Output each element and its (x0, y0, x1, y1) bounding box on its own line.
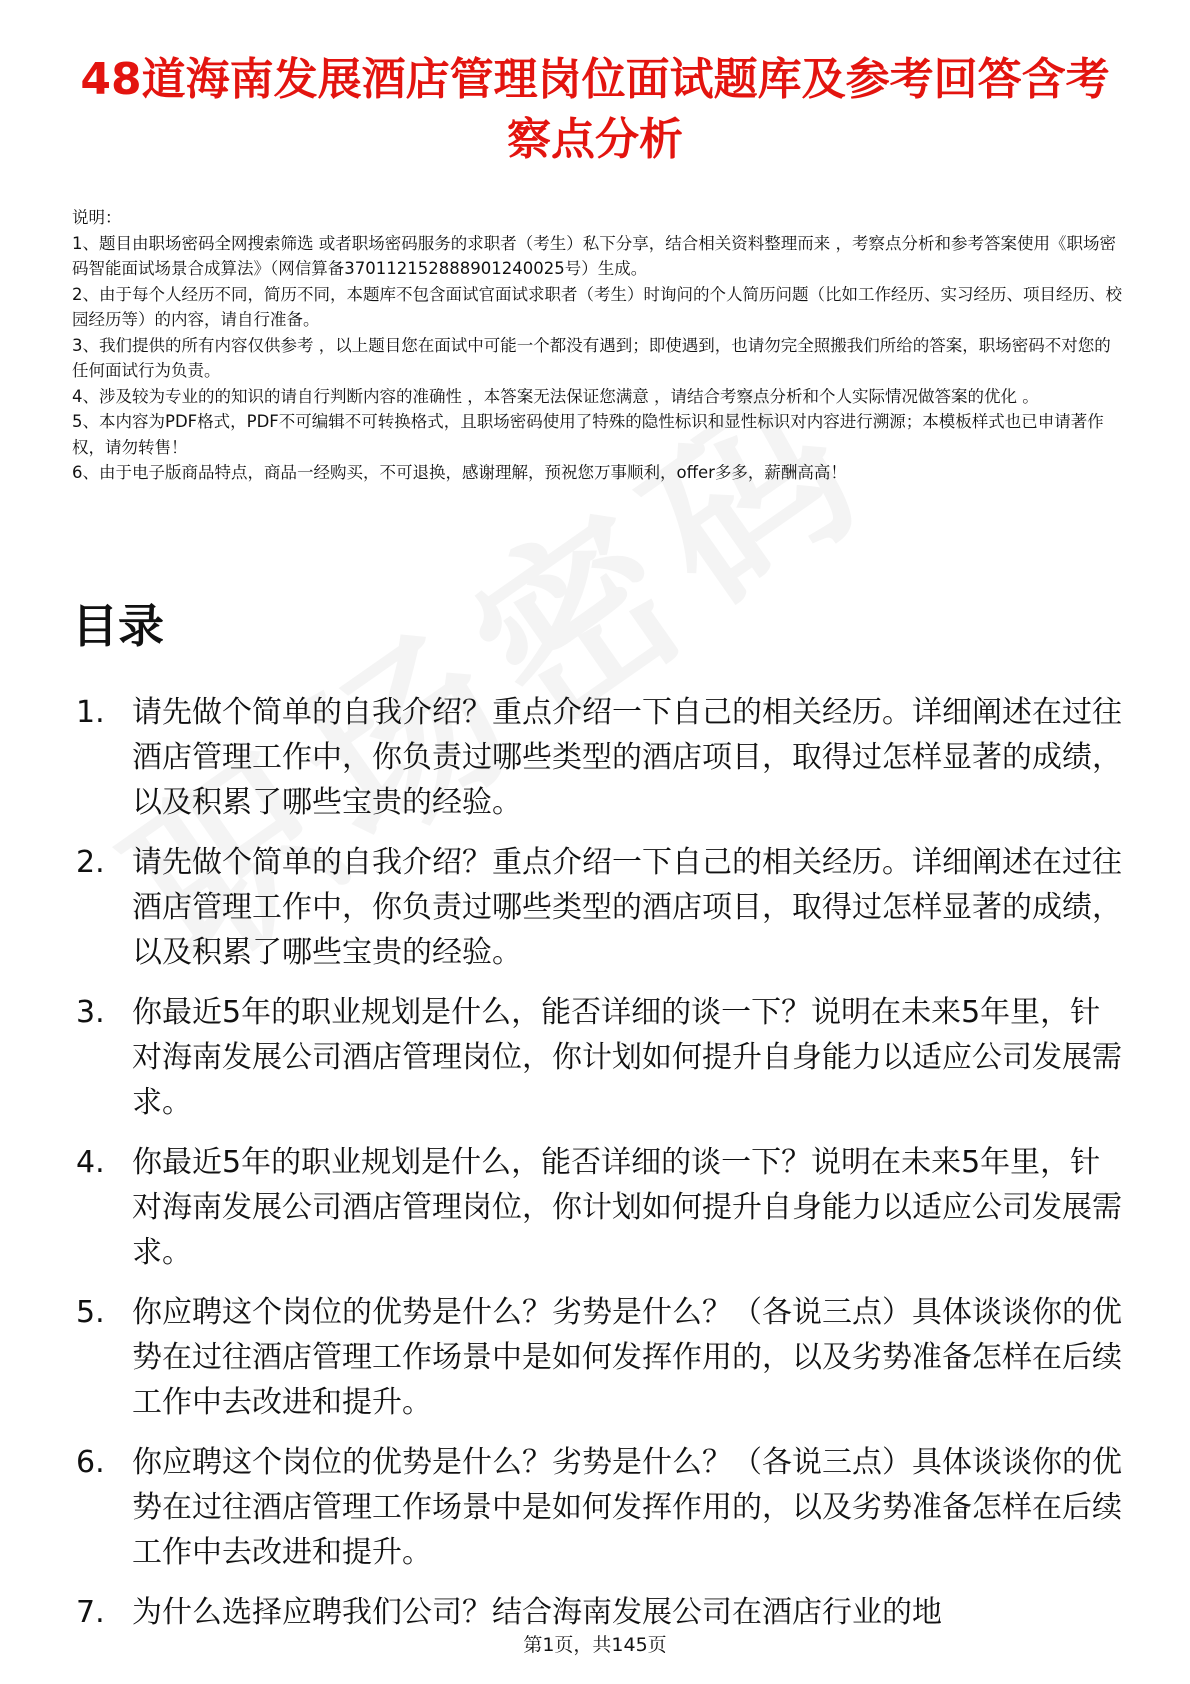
note-item: 4、涉及较为专业的的知识的请自行判断内容的准确性 ，本答案无法保证您满意 ，请结合考察点分析和个人实际情况做答案的优化 。 (72, 386, 1039, 406)
note-item: 2、由于每个人经历不同，简历不同，本题库不包含面试官面试求职者（考生）时询问的个人简历问题（比如工作经历、实习经历、项目经历、校园经历等）的内容，请自行准备。 (72, 284, 1122, 329)
toc-item[interactable] (72, 840, 1122, 975)
notes-section (72, 205, 1122, 486)
note-item: 1、题目由职场密码全网搜索筛选 或者职场密码服务的求职者（考生）私下分享，结合相关资料整理而来 ，考察点分析和参考答案使用《职场密码智能面试场景合成算法》（网信算备370112152888901240025号）生成。 (72, 233, 1116, 278)
toc-item[interactable] (72, 690, 1122, 825)
toc-item[interactable] (72, 1590, 1122, 1635)
note-item: 3、我们提供的所有内容仅供参考 ，以上题目您在面试中可能一个都没有遇到；即使遇到，也请勿完全照搬我们所给的答案，职场密码不对您的任何面试行为负责。 (72, 335, 1111, 380)
toc-list (72, 690, 1122, 1650)
toc-item-text: 你最近5年的职业规划是什么，能否详细的谈一下？说明在未来5年里，针对海南发展公司酒店管理岗位，你计划如何提升自身能力以适应公司发展需求。 (132, 995, 1122, 1120)
toc-item[interactable] (72, 1440, 1122, 1575)
note-item: 6、由于电子版商品特点，商品一经购买，不可退换，感谢理解，预祝您万事顺利，offer多多，薪酬高高！ (72, 463, 847, 482)
toc-item[interactable] (72, 990, 1122, 1125)
toc-item[interactable] (72, 1140, 1122, 1275)
toc-item-text: 你应聘这个岗位的优势是什么？劣势是什么？（各说三点）具体谈谈你的优势在过往酒店管理工作场景中是如何发挥作用的，以及劣势准备怎样在后续工作中去改进和提升。 (132, 1295, 1122, 1420)
toc-item-number: 2. (76, 845, 105, 880)
toc-item-number: 4. (76, 1145, 105, 1180)
toc-item-text: 你最近5年的职业规划是什么，能否详细的谈一下？说明在未来5年里，针对海南发展公司酒店管理岗位，你计划如何提升自身能力以适应公司发展需求。 (132, 1145, 1122, 1270)
toc-item-number: 6. (76, 1445, 105, 1480)
note-item: 5、本内容为PDF格式，PDF不可编辑不可转换格式，且职场密码使用了特殊的隐性标识和显性标识对内容进行溯源；本模板样式也已申请著作权，请勿转售！ (72, 412, 1104, 457)
toc-item-number: 3. (76, 995, 105, 1030)
document-title: 48道海南发展酒店管理岗位面试题库及参考回答含考察点分析 (80, 54, 1110, 165)
toc-item-number: 1. (76, 695, 105, 730)
page-footer: 第1页，共145页 (523, 1634, 667, 1656)
toc-item-text: 你应聘这个岗位的优势是什么？劣势是什么？（各说三点）具体谈谈你的优势在过往酒店管理工作场景中是如何发挥作用的，以及劣势准备怎样在后续工作中去改进和提升。 (132, 1445, 1122, 1570)
toc-item-text: 为什么选择应聘我们公司？结合海南发展公司在酒店行业的地 (132, 1595, 942, 1630)
toc-item-text: 请先做个简单的自我介绍？重点介绍一下自己的相关经历。详细阐述在过往酒店管理工作中，你负责过哪些类型的酒店项目，取得过怎样显著的成绩，以及积累了哪些宝贵的经验。 (132, 845, 1122, 970)
notes-heading: 说明： (72, 208, 122, 227)
toc-item[interactable] (72, 1290, 1122, 1425)
toc-heading: 目录 (72, 599, 164, 653)
toc-item-text: 请先做个简单的自我介绍？重点介绍一下自己的相关经历。详细阐述在过往酒店管理工作中，你负责过哪些类型的酒店项目，取得过怎样显著的成绩，以及积累了哪些宝贵的经验。 (132, 695, 1122, 820)
toc-item-number: 5. (76, 1295, 105, 1330)
toc-item-number: 7. (76, 1595, 105, 1630)
